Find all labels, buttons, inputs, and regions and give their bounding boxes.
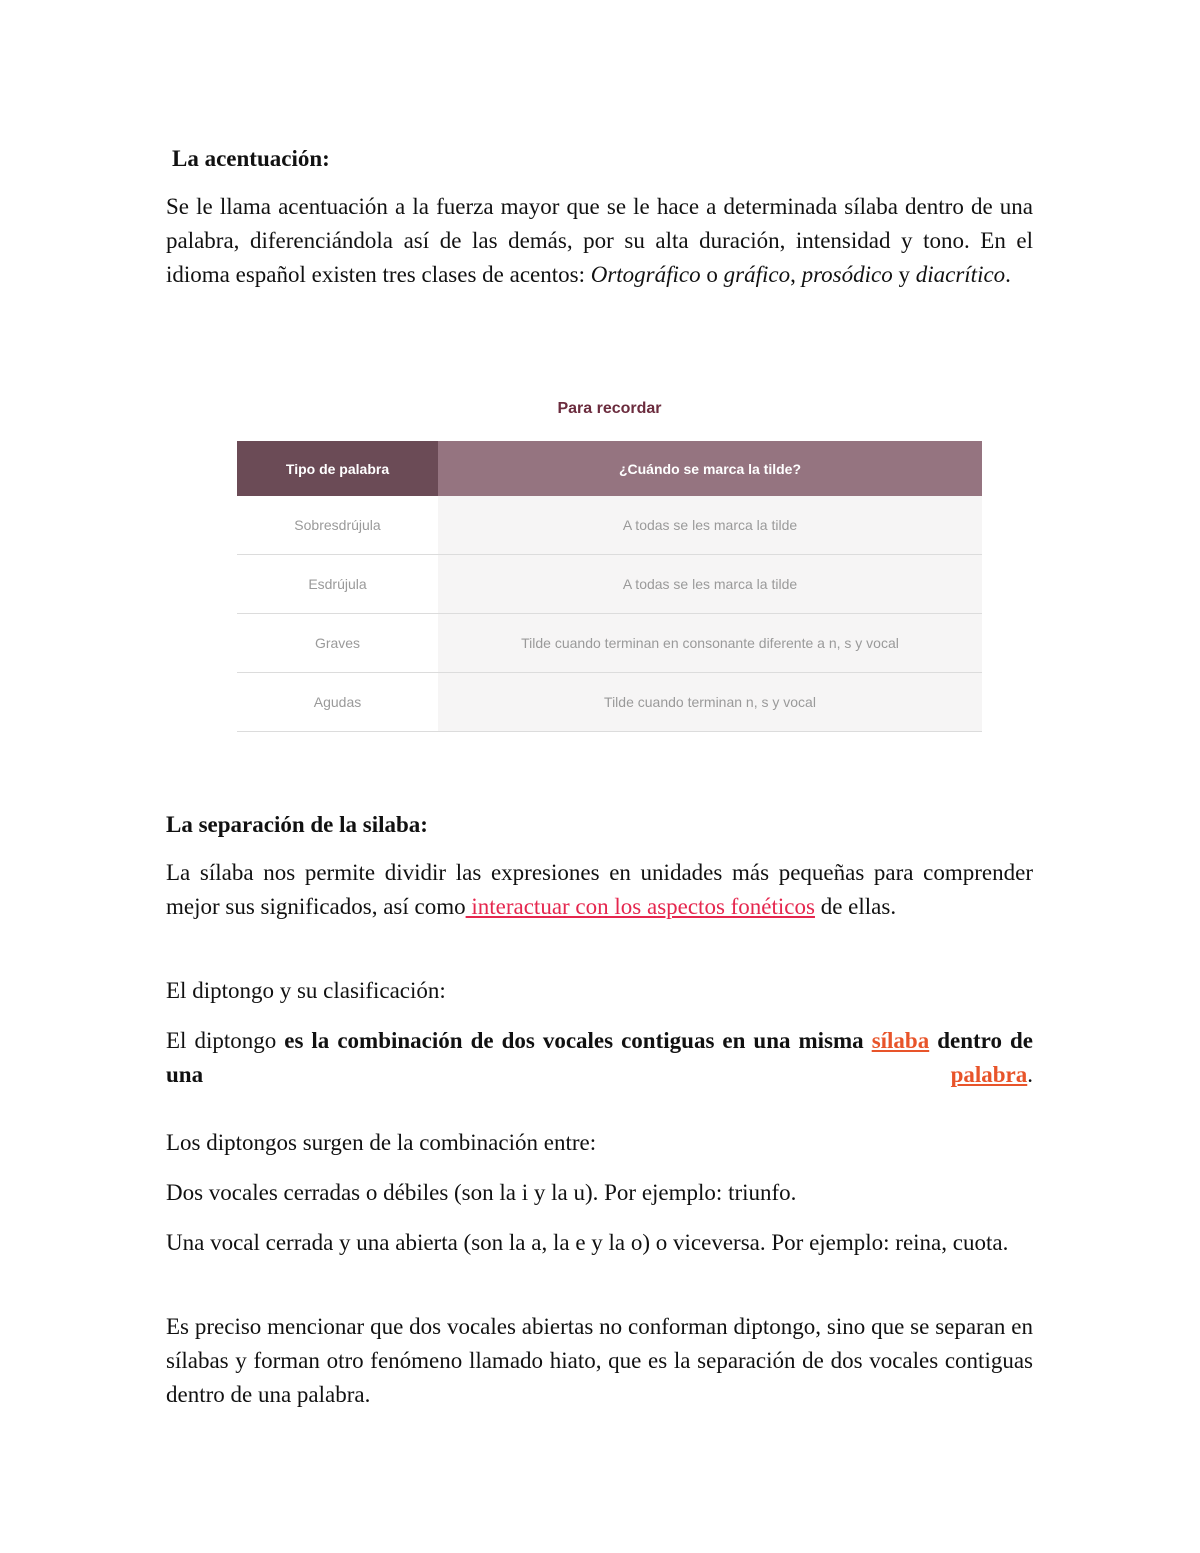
heading-separacion: La separación de la silaba: bbox=[166, 812, 428, 837]
link-silaba[interactable]: sílaba bbox=[871, 1028, 930, 1053]
table-header-row bbox=[237, 441, 982, 496]
paragraph-combinacion: Los diptongos surgen de la combinación entre: bbox=[166, 1130, 597, 1155]
italic-diacritico: diacrítico bbox=[915, 262, 1006, 287]
cell-tipo: Esdrújula bbox=[237, 555, 438, 614]
paragraph-vocales-cerradas: Dos vocales cerradas o débiles (son la i y la u). Por ejemplo: triunfo. bbox=[166, 1180, 797, 1205]
paragraph-vocal-cerrada-abierta: Una vocal cerrada y una abierta (son la a, la e y la o) o viceversa. Por ejemplo: reina, cuota. bbox=[166, 1230, 1009, 1255]
paragraph-hiato: Es preciso mencionar que dos vocales abiertas no conforman diptongo, sino que se separan en sílabas y forman otro fenómeno llamado hiato, que es la separación de dos vocales contiguas dentro de una palabra. bbox=[166, 1314, 1033, 1407]
paragraph-silaba: La sílaba nos permite dividir las expresiones en unidades más pequeñas para comprender mejor sus significados, así como interactuar con los aspectos fonéticos de ellas. bbox=[166, 860, 1033, 919]
table-row bbox=[237, 614, 982, 673]
cell-regla: A todas se les marca la tilde bbox=[438, 555, 982, 614]
link-aspectos-foneticos[interactable]: interactuar con los aspectos fonéticos bbox=[465, 894, 815, 919]
accent-table bbox=[237, 441, 982, 732]
table-row bbox=[237, 673, 982, 732]
table-row bbox=[237, 496, 982, 555]
heading-acentuacion: La acentuación: bbox=[172, 146, 330, 171]
italic-ortografico: Ortográfico bbox=[590, 262, 701, 287]
cell-regla: Tilde cuando terminan en consonante diferente a n, s y vocal bbox=[438, 614, 982, 673]
subheading-diptongo: El diptongo y su clasificación: bbox=[166, 978, 446, 1003]
table-title: Para recordar bbox=[557, 400, 662, 417]
header-tipo: Tipo de palabra bbox=[237, 441, 438, 496]
cell-tipo: Agudas bbox=[237, 673, 438, 732]
table-row bbox=[237, 555, 982, 614]
paragraph-acentuacion: Se le llama acentuación a la fuerza mayor que se le hace a determinada sílaba dentro de una palabra, diferenciándola así de las demás, por su alta duración, intensidad y tono. En el idioma español existen tres clases de acentos: Ortográfico o gráfico, prosódico y diacrítico. bbox=[166, 194, 1033, 287]
italic-grafico: gráfico bbox=[723, 262, 791, 287]
cell-tipo: Graves bbox=[237, 614, 438, 673]
cell-regla: A todas se les marca la tilde bbox=[438, 496, 982, 555]
cell-tipo: Sobresdrújula bbox=[237, 496, 438, 555]
paragraph-definicion-diptongo: El diptongo es la combinación de dos vocales contiguas en una misma sílaba dentro de una palabra. bbox=[166, 1028, 1033, 1087]
cell-regla: Tilde cuando terminan n, s y vocal bbox=[438, 673, 982, 732]
italic-prosodico: prosódico bbox=[801, 262, 893, 287]
header-cuando: ¿Cuándo se marca la tilde? bbox=[438, 441, 982, 496]
link-palabra[interactable]: palabra bbox=[950, 1062, 1028, 1087]
